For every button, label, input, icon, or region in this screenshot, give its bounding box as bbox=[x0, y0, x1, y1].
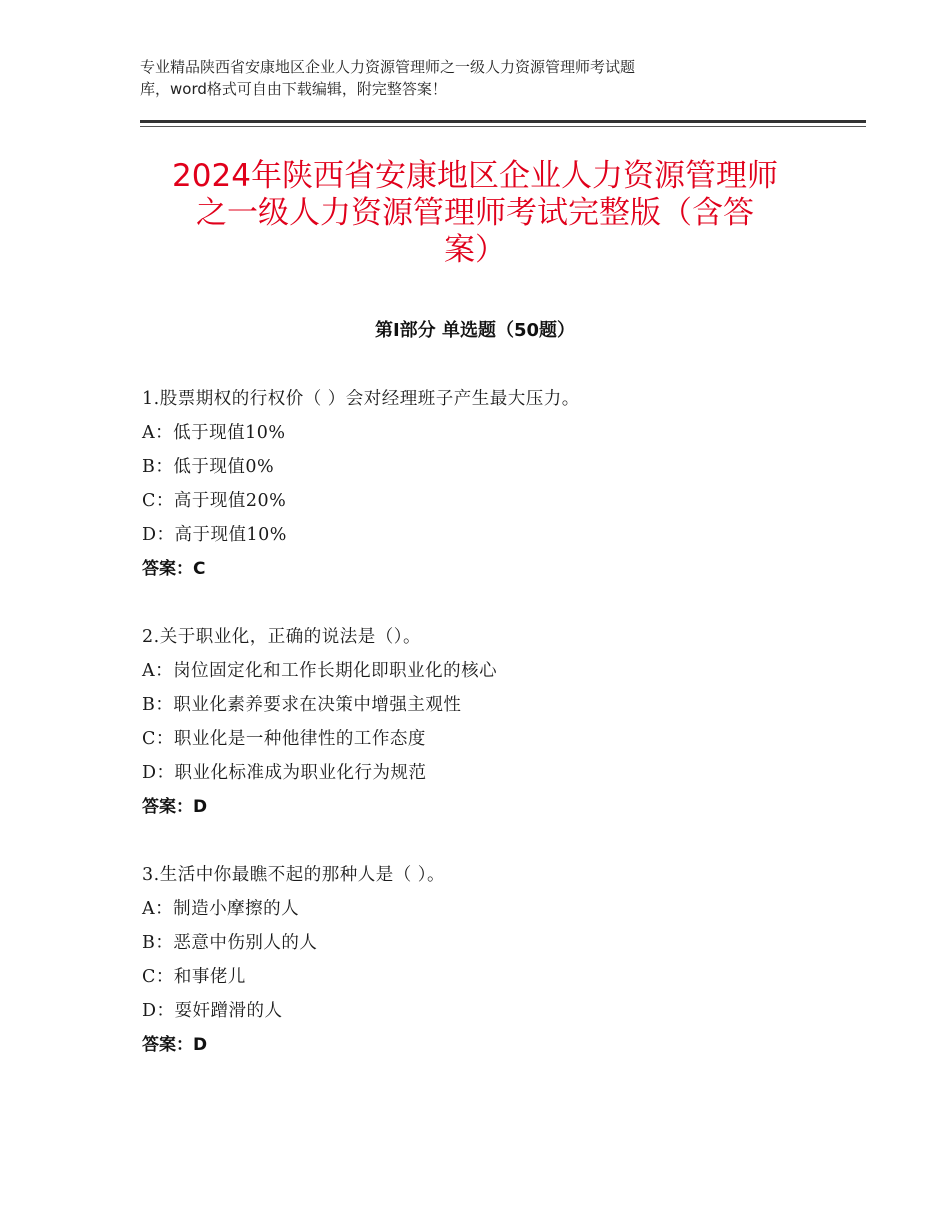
option-b: B：恶意中伤别人的人 bbox=[142, 933, 318, 953]
question-2 bbox=[142, 620, 842, 824]
document-title-line-1: 2024年陕西省安康地区企业人力资源管理师 bbox=[172, 158, 778, 194]
answer: 答案：C bbox=[142, 559, 206, 579]
question-stem: 3.生活中你最瞧不起的那种人是（ ）。 bbox=[142, 865, 446, 885]
question-1 bbox=[142, 382, 842, 586]
option-d: D：职业化标准成为职业化行为规范 bbox=[142, 763, 427, 783]
option-a: A：低于现值10% bbox=[142, 423, 286, 443]
option-c: C：职业化是一种他律性的工作态度 bbox=[142, 729, 426, 749]
section-title: 第Ⅰ部分 单选题（50题） bbox=[374, 320, 575, 341]
option-c: C：和事佬儿 bbox=[142, 967, 246, 987]
option-a: A：岗位固定化和工作长期化即职业化的核心 bbox=[142, 661, 498, 681]
option-b: B：职业化素养要求在决策中增强主观性 bbox=[142, 695, 462, 715]
question-3 bbox=[142, 858, 842, 1062]
header-note-line-2: 库，word格式可自由下载编辑，附完整答案！ bbox=[140, 80, 447, 98]
question-list bbox=[142, 382, 842, 1096]
document-title bbox=[130, 158, 820, 269]
option-c: C：高于现值20% bbox=[142, 491, 287, 511]
option-d: D：高于现值10% bbox=[142, 525, 287, 545]
question-stem: 1.股票期权的行权价（ ）会对经理班子产生最大压力。 bbox=[142, 389, 580, 409]
document-title-line-2: 之一级人力资源管理师考试完整版（含答 bbox=[196, 195, 754, 231]
answer: 答案：D bbox=[142, 1035, 208, 1055]
option-a: A：制造小摩擦的人 bbox=[142, 899, 300, 919]
header-divider-thin bbox=[140, 126, 866, 127]
header-note-line-1: 专业精品陕西省安康地区企业人力资源管理师之一级人力资源管理师考试题 bbox=[140, 58, 636, 76]
question-stem: 2.关于职业化，正确的说法是（）。 bbox=[142, 627, 421, 647]
header-note bbox=[140, 56, 820, 100]
option-d: D：耍奸蹭滑的人 bbox=[142, 1001, 283, 1021]
option-b: B：低于现值0% bbox=[142, 457, 275, 477]
document-title-line-3: 案） bbox=[444, 232, 506, 268]
answer: 答案：D bbox=[142, 797, 208, 817]
header-divider-thick bbox=[140, 120, 866, 123]
